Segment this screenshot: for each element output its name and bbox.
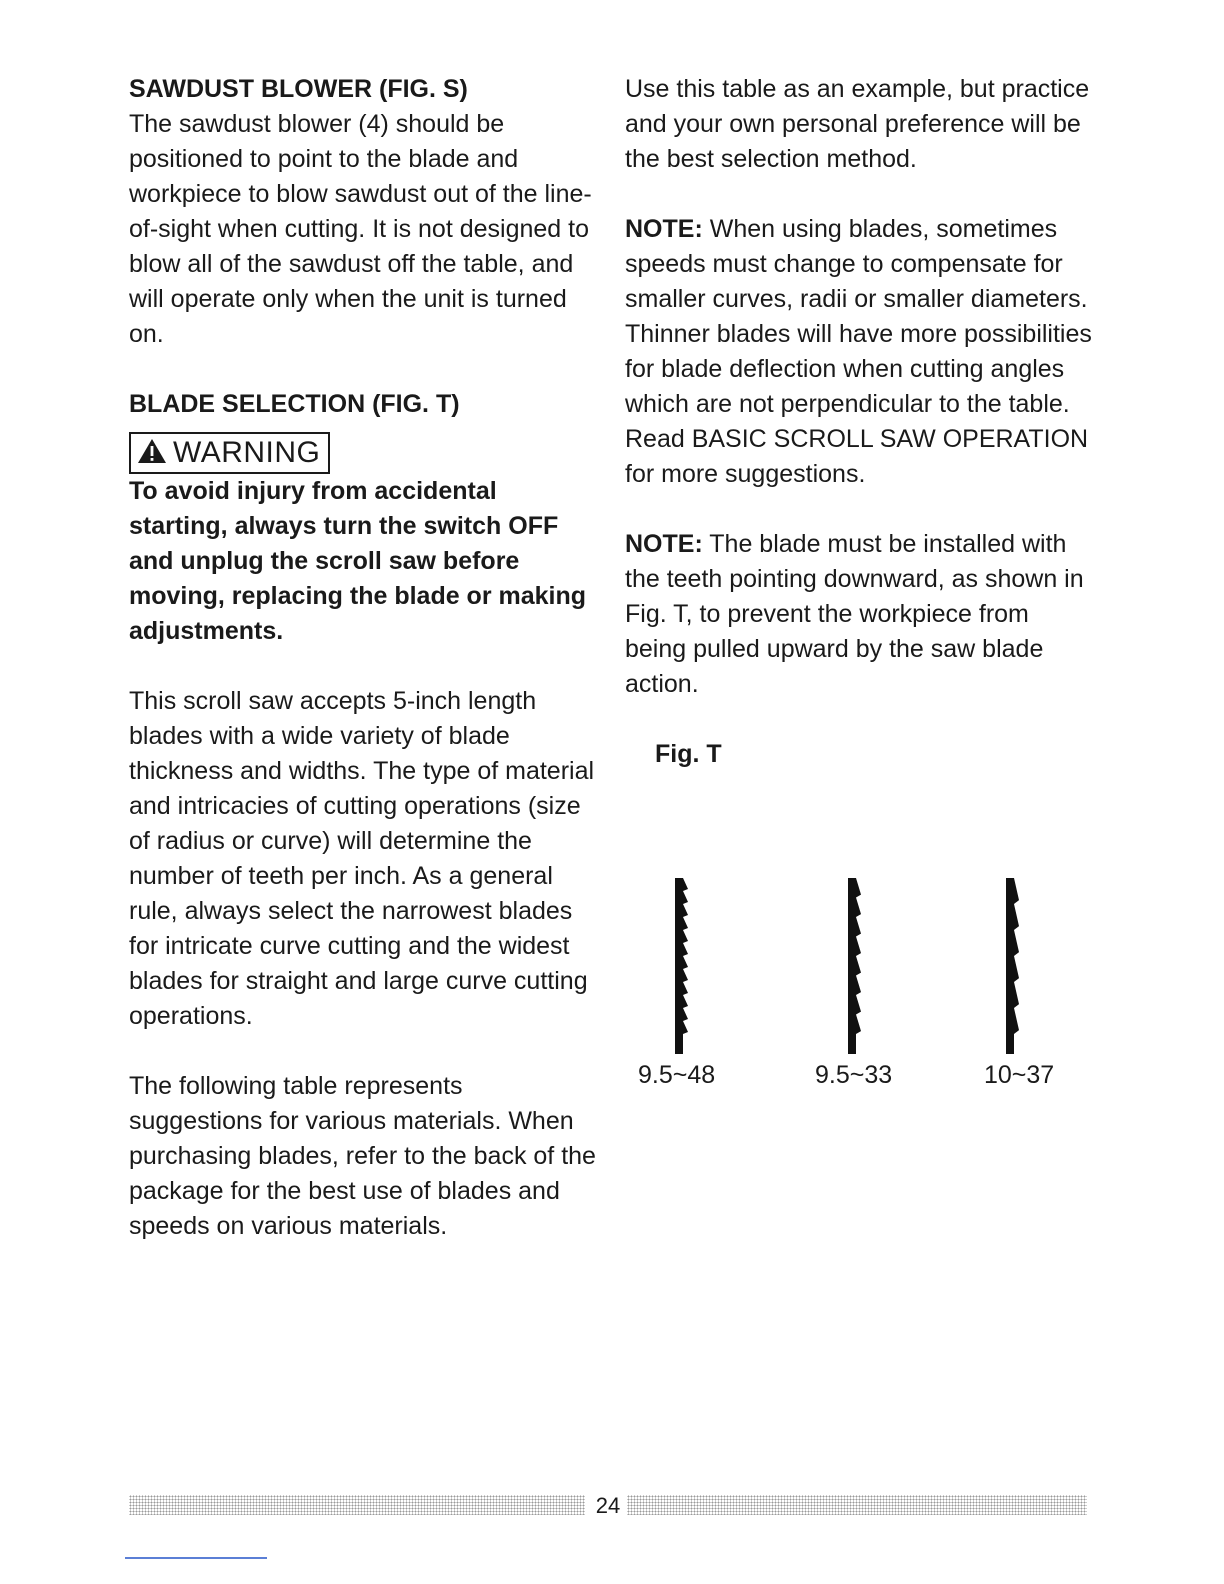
sawdust-blower-heading: SAWDUST BLOWER (FIG. S) bbox=[129, 75, 468, 103]
blade-illustrations bbox=[625, 870, 1085, 1060]
footer-rule-left bbox=[129, 1495, 585, 1515]
note-label: NOTE: bbox=[625, 215, 703, 243]
warning-box bbox=[129, 432, 330, 474]
blade-tooth bbox=[683, 930, 688, 943]
left-column bbox=[129, 72, 599, 1244]
blade-tooth bbox=[856, 995, 861, 1015]
blade-tooth bbox=[683, 917, 688, 930]
blade-tooth bbox=[1014, 956, 1019, 982]
note-speeds bbox=[625, 212, 1095, 492]
blade-body bbox=[1006, 878, 1014, 1054]
blade-tooth bbox=[683, 878, 688, 891]
blade-label: 9.5~33 bbox=[815, 1061, 893, 1089]
blade-tooth bbox=[856, 976, 861, 996]
blade-tooth bbox=[856, 878, 861, 898]
note-label: NOTE: bbox=[625, 530, 703, 558]
blade-tooth bbox=[683, 904, 688, 917]
blade-tooth bbox=[683, 943, 688, 956]
blade-label: 9.5~48 bbox=[638, 1061, 716, 1089]
blade-tooth bbox=[856, 898, 861, 918]
blade-tooth bbox=[1014, 878, 1019, 904]
blade-tooth bbox=[683, 956, 688, 969]
blade-tooth bbox=[1014, 1008, 1019, 1034]
blade-tooth bbox=[856, 937, 861, 957]
figure-title: Fig. T bbox=[655, 740, 722, 768]
note-text: When using blades, sometimes speeds must change to compensate for smaller curves, radii or smaller diameters. Thinner blades will have more possibilities for blade deflection when cutting angles which are not perpendicular to the table. Read BASIC SCROLL SAW OPERATION for more suggestions. bbox=[625, 215, 1092, 488]
page-number: 24 bbox=[595, 1493, 621, 1518]
blade-tooth bbox=[683, 982, 688, 995]
blade-1 bbox=[675, 878, 688, 1054]
blade-selection-paragraph: This scroll saw accepts 5-inch length blades with a wide variety of blade thickness and widths. The type of material and intricacies of cutting operations (size of radius or curve) will determine the number of teeth per inch. As a general rule, always select the narrowest blades for intricate curve cutting and the widest blades for straight and large curve cutting operations. bbox=[129, 687, 595, 1030]
blade-tooth bbox=[856, 917, 861, 937]
blade-tooth bbox=[1014, 982, 1019, 1008]
blade-label: 10~37 bbox=[984, 1061, 1055, 1089]
blade-tooth bbox=[1014, 904, 1019, 930]
blade-2 bbox=[848, 878, 861, 1054]
blade-tooth bbox=[683, 995, 688, 1008]
blade-tooth bbox=[683, 1021, 688, 1034]
footer-rule-right bbox=[627, 1495, 1087, 1515]
page-footer bbox=[129, 1492, 1087, 1520]
blade-tooth bbox=[856, 956, 861, 976]
note-text: The blade must be installed with the teeth pointing downward, as shown in Fig. T, to prevent the workpiece from being pulled upward by the saw blade action. bbox=[625, 530, 1084, 698]
right-column bbox=[625, 72, 1095, 772]
blade-body bbox=[675, 878, 683, 1054]
blade-3 bbox=[1006, 878, 1019, 1054]
blade-tooth bbox=[683, 969, 688, 982]
table-example-paragraph: Use this table as an example, but practice and your own personal preference will be the best selection method. bbox=[625, 75, 1090, 173]
note-blade-install bbox=[625, 527, 1095, 702]
warning-label: WARNING bbox=[173, 436, 321, 469]
bottom-rule bbox=[125, 1557, 267, 1559]
blade-body bbox=[848, 878, 856, 1054]
table-suggestions-paragraph: The following table represents suggestions for various materials. When purchasing blades, refer to the back of the package for the best use of blades and speeds on various materials. bbox=[129, 1072, 596, 1240]
blade-selection-heading: BLADE SELECTION (FIG. T) bbox=[129, 390, 460, 418]
figure-t-blades bbox=[625, 870, 1085, 1100]
warning-triangle-icon bbox=[137, 438, 167, 464]
blade-tooth bbox=[1014, 930, 1019, 956]
blade-tooth bbox=[683, 1008, 688, 1021]
warning-text: To avoid injury from accidental starting, always turn the switch OFF and unplug the scroll saw before moving, replacing the blade or making adjustments. bbox=[129, 477, 587, 645]
blade-tooth bbox=[856, 1015, 861, 1035]
sawdust-blower-text: The sawdust blower (4) should be positioned to point to the blade and workpiece to blow sawdust out of the line-of-sight when cutting. It is not designed to blow all of the sawdust off the table, and will operate only when the unit is turned on. bbox=[129, 110, 592, 348]
blade-tooth bbox=[683, 891, 688, 904]
